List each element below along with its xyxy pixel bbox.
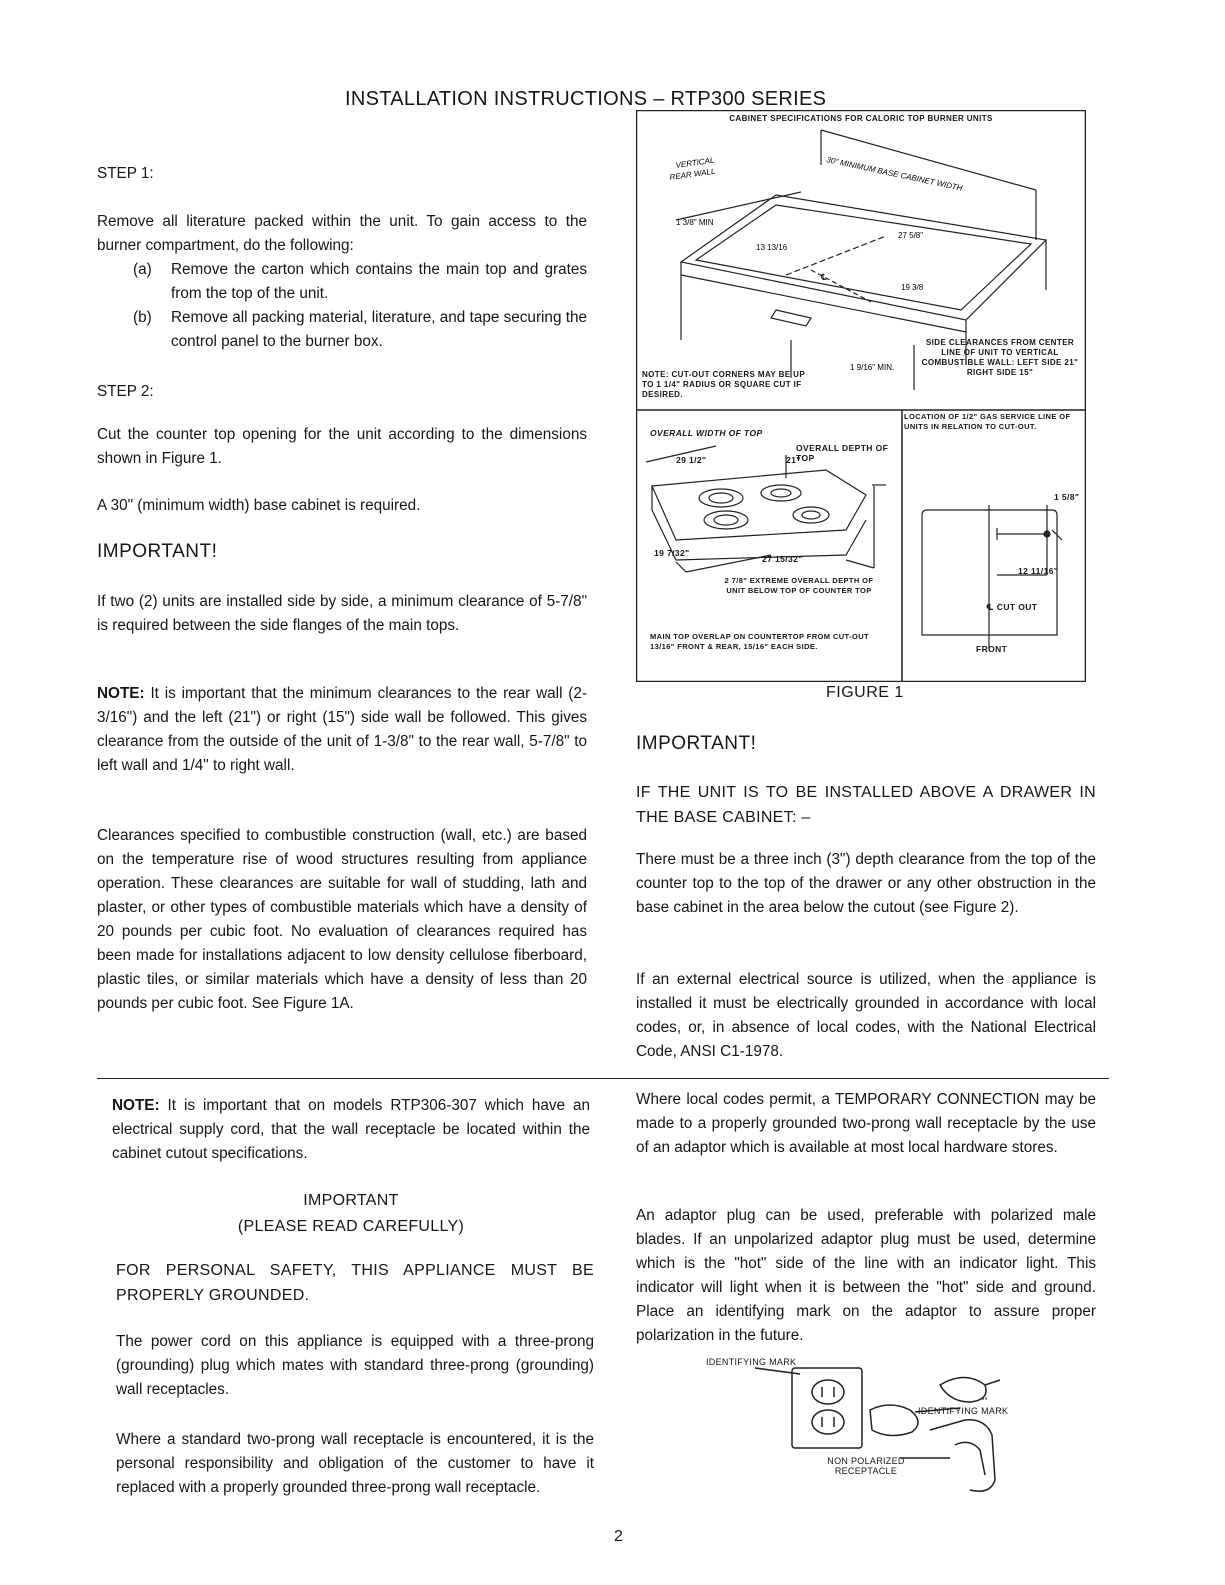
- important-text: If two (2) units are installed side by side, a minimum clearance of 5-7/8" is required between the side flanges of the main tops.: [97, 593, 587, 634]
- overlap-note: MAIN TOP OVERLAP ON COUNTERTOP FROM CUT-OUT 13/16" FRONT & REAR, 15/16" EACH SIDE.: [650, 632, 870, 651]
- cabinet-text: A 30" (minimum width) base cabinet is required.: [97, 497, 421, 514]
- dim-13-13-16: 13 13/16: [756, 243, 788, 252]
- overall-width-label: OVERALL WIDTH OF TOP: [650, 428, 763, 438]
- illus-receptacle: NON POLARIZED RECEPTACLE: [827, 1456, 905, 1476]
- drawer-heading-block: [636, 780, 1096, 830]
- power-cord-block: [116, 1330, 594, 1402]
- centerline-symbol: ℄: [821, 272, 827, 282]
- label-rear-wall: REAR WALL: [669, 166, 716, 182]
- list-item-label: (a): [133, 261, 152, 278]
- figure1-caption: FIGURE 1: [826, 684, 904, 701]
- important-block: [97, 590, 587, 638]
- side-clearances: SIDE CLEARANCES FROM CENTER LINE OF UNIT TO VERTICAL COMBUSTIBLE WALL: LEFT SIDE 21" RIGHT SIDE 15": [921, 338, 1079, 377]
- page-number: 2: [614, 1528, 623, 1545]
- dim-27-5-8: 27 5/8": [898, 231, 924, 240]
- dim-1-5-8: 1 5/8": [1054, 492, 1080, 502]
- cut-out-label: ℄ CUT OUT: [986, 602, 1038, 612]
- list-item-text: Remove the carton which contains the main top and grates from the top of the unit.: [171, 261, 587, 302]
- clearances-text: Clearances specified to combustible construction (wall, etc.) are based on the temperature rise of wood structures resulting from appliance operation. These clearances are suitable for wall of studding, lath and plaster, or other types of combustible materials which have a density of 20 pounds per cubic foot. No evaluation of clearances required has been made for installations adjacent to low density cellulose fiberboard, plastic tiles, or similar materials which have a density of less than 20 pounds per cubic foot. See Figure 1A.: [97, 827, 587, 1012]
- list-item-label: (b): [133, 309, 152, 326]
- figure1: [636, 110, 1086, 682]
- dim-27-15-32: 27 15/32": [762, 554, 803, 564]
- drawer-text: There must be a three inch (3") depth clearance from the top of the counter top to the top of the drawer or any other obstruction in the base cabinet in the area below the cutout (see Figure 2).: [636, 851, 1096, 916]
- step1-label: STEP 1:: [97, 165, 154, 182]
- adaptor-plug-top: [940, 1378, 986, 1403]
- page-title: INSTALLATION INSTRUCTIONS – RTP300 SERIES: [345, 88, 827, 110]
- temp-connection-text: Where local codes permit, a TEMPORARY CONNECTION may be made to a properly grounded two-prong wall receptacle by the use of an adaptor which is available at most local hardware stores.: [636, 1091, 1096, 1156]
- dim-19-3-8: 19 3/8: [901, 283, 924, 292]
- cabinet-block: [97, 494, 587, 518]
- two-prong-block: [116, 1428, 594, 1500]
- step1-list: [97, 258, 587, 354]
- gas-service-diagram: [902, 410, 1086, 682]
- dim-1-9-16: 1 9/16" MIN.: [850, 363, 895, 372]
- step2-text: Cut the counter top opening for the unit according to the dimensions shown in Figure 1.: [97, 426, 587, 467]
- illus-identifying-mark-1: IDENTIFYING MARK: [706, 1357, 797, 1367]
- step2-label: STEP 2:: [97, 383, 154, 400]
- dim-12-11-16: 12 11/16": [1018, 566, 1059, 576]
- illus-identifying-mark-2: IDENTIFYING MARK: [918, 1406, 1009, 1416]
- power-cord: [930, 1420, 995, 1491]
- gas-service-note: LOCATION OF 1/2" GAS SERVICE LINE OF UNITS IN RELATION TO CUT-OUT.: [904, 412, 1071, 431]
- important-heading: IMPORTANT!: [97, 541, 218, 562]
- important2-line1: IMPORTANT: [303, 1192, 399, 1209]
- note-block: [97, 682, 587, 778]
- adaptor-block: [636, 1204, 1096, 1348]
- label-vertical: VERTICAL: [675, 155, 715, 170]
- list-item: [133, 258, 587, 306]
- power-cord-text: The power cord on this appliance is equipped with a three-prong (grounding) plug which mates with standard three-prong (grounding) wall receptacles.: [116, 1333, 594, 1398]
- important2-block: [112, 1188, 590, 1240]
- list-item: [133, 306, 587, 354]
- front-label: FRONT: [976, 644, 1008, 654]
- figure1-header: CABINET SPECIFICATIONS FOR CALORIC TOP BURNER UNITS: [729, 114, 993, 123]
- electrical-text: If an external electrical source is utilized, when the appliance is installed it must be electrically grounded in accordance with local codes, or, in absence of local codes, with the National Electrical Code, ANSI C1-1978.: [636, 971, 1096, 1060]
- overall-width-dim: 29 1/2": [676, 455, 707, 465]
- label-min-width: 30" MINIMUM BASE CABINET WIDTH: [825, 155, 964, 193]
- temp-connection-block: [636, 1088, 1096, 1160]
- dim-19-7-32: 19 7/32": [654, 548, 690, 558]
- note-label: NOTE:: [97, 685, 145, 702]
- note2-block: [112, 1094, 590, 1166]
- note-text: It is important that the minimum clearances to the rear wall (2-3/16") and the left (21") or right (15") side wall be followed. This gives clearance from the outside of the unit of 1-3/8" to the rear wall, 5-7/8" to left wall and 1/4" to right wall.: [97, 685, 587, 774]
- dim-1-3-8: 1 3/8" MIN: [676, 218, 714, 227]
- step2-block: [97, 423, 587, 471]
- drawer-heading: IF THE UNIT IS TO BE INSTALLED ABOVE A DRAWER IN THE BASE CABINET: –: [636, 784, 1096, 826]
- clearances-block: [97, 824, 587, 1016]
- overall-depth-label: OVERALL DEPTH OF TOP: [796, 443, 889, 463]
- note2-label: NOTE:: [112, 1097, 160, 1114]
- section-divider: [97, 1078, 1109, 1079]
- svg-text:'': '': [982, 1396, 988, 1406]
- adaptor-plug: [870, 1405, 918, 1436]
- adaptor-text: An adaptor plug can be used, preferable with polarized male blades. If an unpolarized adaptor plug must be used, determine which is the "hot" side of the line with an indicator light. This indicator will light when it is between the "hot" side and ground. Place an identifying mark on the adaptor to assure proper polarization in the future.: [636, 1207, 1096, 1344]
- overall-depth-dim: 21": [786, 455, 801, 465]
- note2-text: It is important that on models RTP306-307 which have an electrical supply cord, that the wall receptacle be located within the cabinet cutout specifications.: [112, 1097, 590, 1162]
- step1-intro: Remove all literature packed within the unit. To gain access to the burner compartment, do the following:: [97, 213, 587, 254]
- extreme-depth: 2 7/8" EXTREME OVERALL DEPTH OF UNIT BELOW TOP OF COUNTER TOP: [724, 576, 874, 595]
- step1-section: [97, 210, 587, 354]
- list-item-text: Remove all packing material, literature, and tape securing the control panel to the burner box.: [171, 309, 587, 350]
- safety-heading: FOR PERSONAL SAFETY, THIS APPLIANCE MUST BE PROPERLY GROUNDED.: [116, 1262, 594, 1304]
- electrical-block: [636, 968, 1096, 1064]
- note-corners: NOTE: CUT-OUT CORNERS MAY BE UP TO 1 1/4" RADIUS OR SQUARE CUT IF DESIRED.: [642, 370, 805, 399]
- safety-block: [116, 1258, 594, 1308]
- two-prong-text: Where a standard two-prong wall receptacle is encountered, it is the personal responsibility and obligation of the customer to have it replaced with a properly grounded three-prong wall receptacle.: [116, 1431, 594, 1496]
- important-heading-right: IMPORTANT!: [636, 733, 757, 754]
- important2-line2: (PLEASE READ CAREFULLY): [237, 1218, 465, 1235]
- adaptor-illustration: [700, 1350, 1100, 1520]
- drawer-block: [636, 848, 1096, 920]
